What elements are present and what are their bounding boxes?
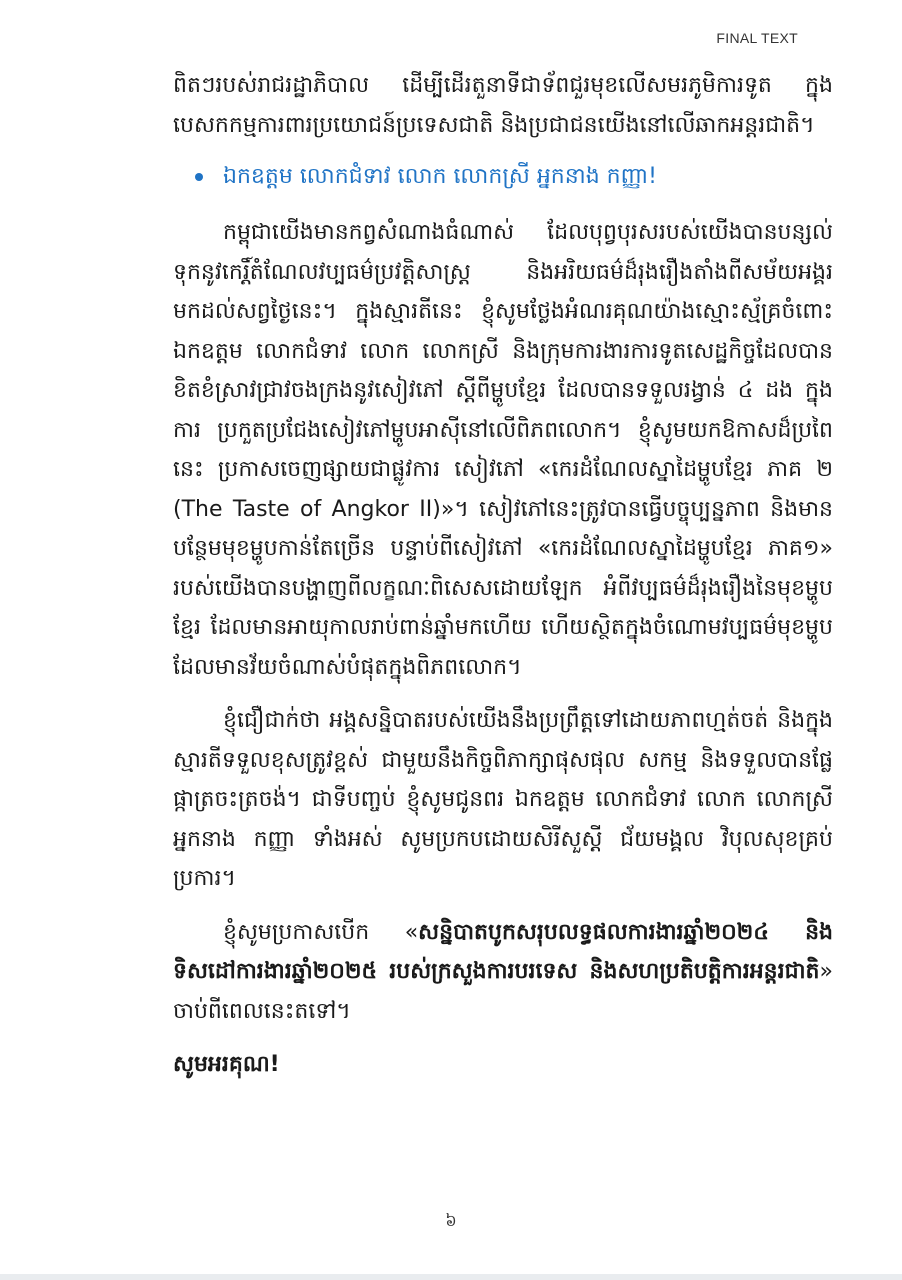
opening-outro-text: » ចាប់ពីពេលនេះតទៅ។ xyxy=(173,959,833,1024)
document-body xyxy=(173,66,833,1085)
final-text-label: FINAL TEXT xyxy=(716,30,798,46)
bottom-band xyxy=(0,1274,902,1280)
page-number: ៦ xyxy=(445,1211,457,1230)
paragraph-belief: ខ្ញុំជឿជាក់ថា អង្គសន្និបាតរបស់យើងនឹងប្រព្រឹត្តទៅដោយភាពហ្មត់ចត់ និងក្នុងស្មារតីទទួលខុសត្រូវខ្ពស់ ជាមួយនឹងកិច្ចពិភាក្សាផុសផុល សកម្ម និងទទួលបានផ្លែផ្កាត្រចះត្រចង់។ ជាទីបញ្ចប់ ខ្ញុំសូមជូនពរ ឯកឧត្តម លោកជំទាវ លោក លោកស្រី អ្នកនាង កញ្ញា ទាំងអស់ សូមប្រកបដោយសិរីសួស្តី ជ័យមង្គល វិបុលសុខគ្រប់ប្រការ។ xyxy=(173,708,833,891)
paragraph-opening xyxy=(173,913,833,1032)
paragraph-continued: ពិតៗរបស់រាជរដ្ឋាភិបាល ដើម្បីដើរតួនាទីជាទ័ពជួរមុខលើសមរភូមិការទូត ក្នុងបេសកកម្មការពារប្រយោជន៍ប្រទេសជាតិ និងប្រជាជនយើងនៅលើឆាកអន្តរជាតិ។ xyxy=(173,73,833,138)
bullet-dot-icon xyxy=(195,173,203,181)
bullet-heading-text: ឯកឧត្តម លោកជំទាវ លោក លោកស្រី អ្នកនាង កញ្ញា! xyxy=(223,164,657,190)
paragraph-heritage: កម្ពុជាយើងមានកព្វសំណាងធំណាស់ ដែលបុព្វបុរសរបស់យើងបានបន្សល់ទុកនូវកេរ្តិ៍តំណែលវប្បធម៌ប្រវត្តិសាស្រ្ត និងអរិយធម៌ដ៏រុងរឿងតាំងពីសម័យអង្គរមកដល់សព្វថ្ងៃនេះ។ ក្នុងស្មារតីនេះ ខ្ញុំសូមថ្លែងអំណរគុណយ៉ាងស្មោះស្ម័គ្រចំពោះឯកឧត្តម លោកជំទាវ លោក លោកស្រី និងក្រុមការងារការទូតសេដ្ឋកិច្ចដែលបានខិតខំស្រាវជ្រាវចងក្រងនូវសៀវភៅ ស្តីពីម្ហូបខ្មែរ ដែលបានទទួលរង្វាន់ ៤ ដង ក្នុងការ ប្រកួតប្រជែងសៀវភៅម្ហូបអាស៊ីនៅលើពិភពលោក។ ខ្ញុំសូមយកឱកាសដ៏ប្រពៃនេះ ប្រកាសចេញផ្សាយជាផ្លូវការ សៀវភៅ «កេរដំណែលស្នាដៃម្ហូបខ្មែរ ភាគ ២ (The Taste of Angkor II)»។ សៀវភៅនេះត្រូវបានធ្វើបច្ចុប្បន្នភាព និងមានបន្ថែមមុខម្ហូបកាន់តែច្រើន បន្ទាប់ពីសៀវភៅ «កេរដំណែលស្នាដៃម្ហូបខ្មែរ ភាគ១» របស់យើងបានបង្ហាញពីលក្ខណៈពិសេសដោយឡែក អំពីវប្បធម៌ដ៏រុងរឿងនៃមុខម្ហូបខ្មែរ ដែលមានអាយុកាលរាប់ពាន់ឆ្នាំមកហើយ ហើយស្ថិតក្នុងចំណោមវប្បធម៌មុខម្ហូបដែលមានវ័យចំណាស់បំផុតក្នុងពិភពលោក។ xyxy=(173,220,833,680)
closing-thanks: សូមអរគុណ! xyxy=(173,1052,280,1077)
bullet-heading xyxy=(195,155,833,199)
opening-intro-text: ខ្ញុំសូមប្រកាសបើក « xyxy=(223,919,419,945)
opening-bold-text: សន្និបាតបូកសរុបលទ្ធផលការងារឆ្នាំ២០២៤ និងទិសដៅការងារឆ្នាំ២០២៥ របស់ក្រសួងការបរទេស និងសហប្រតិបត្តិការអន្តរជាតិ xyxy=(173,919,834,984)
